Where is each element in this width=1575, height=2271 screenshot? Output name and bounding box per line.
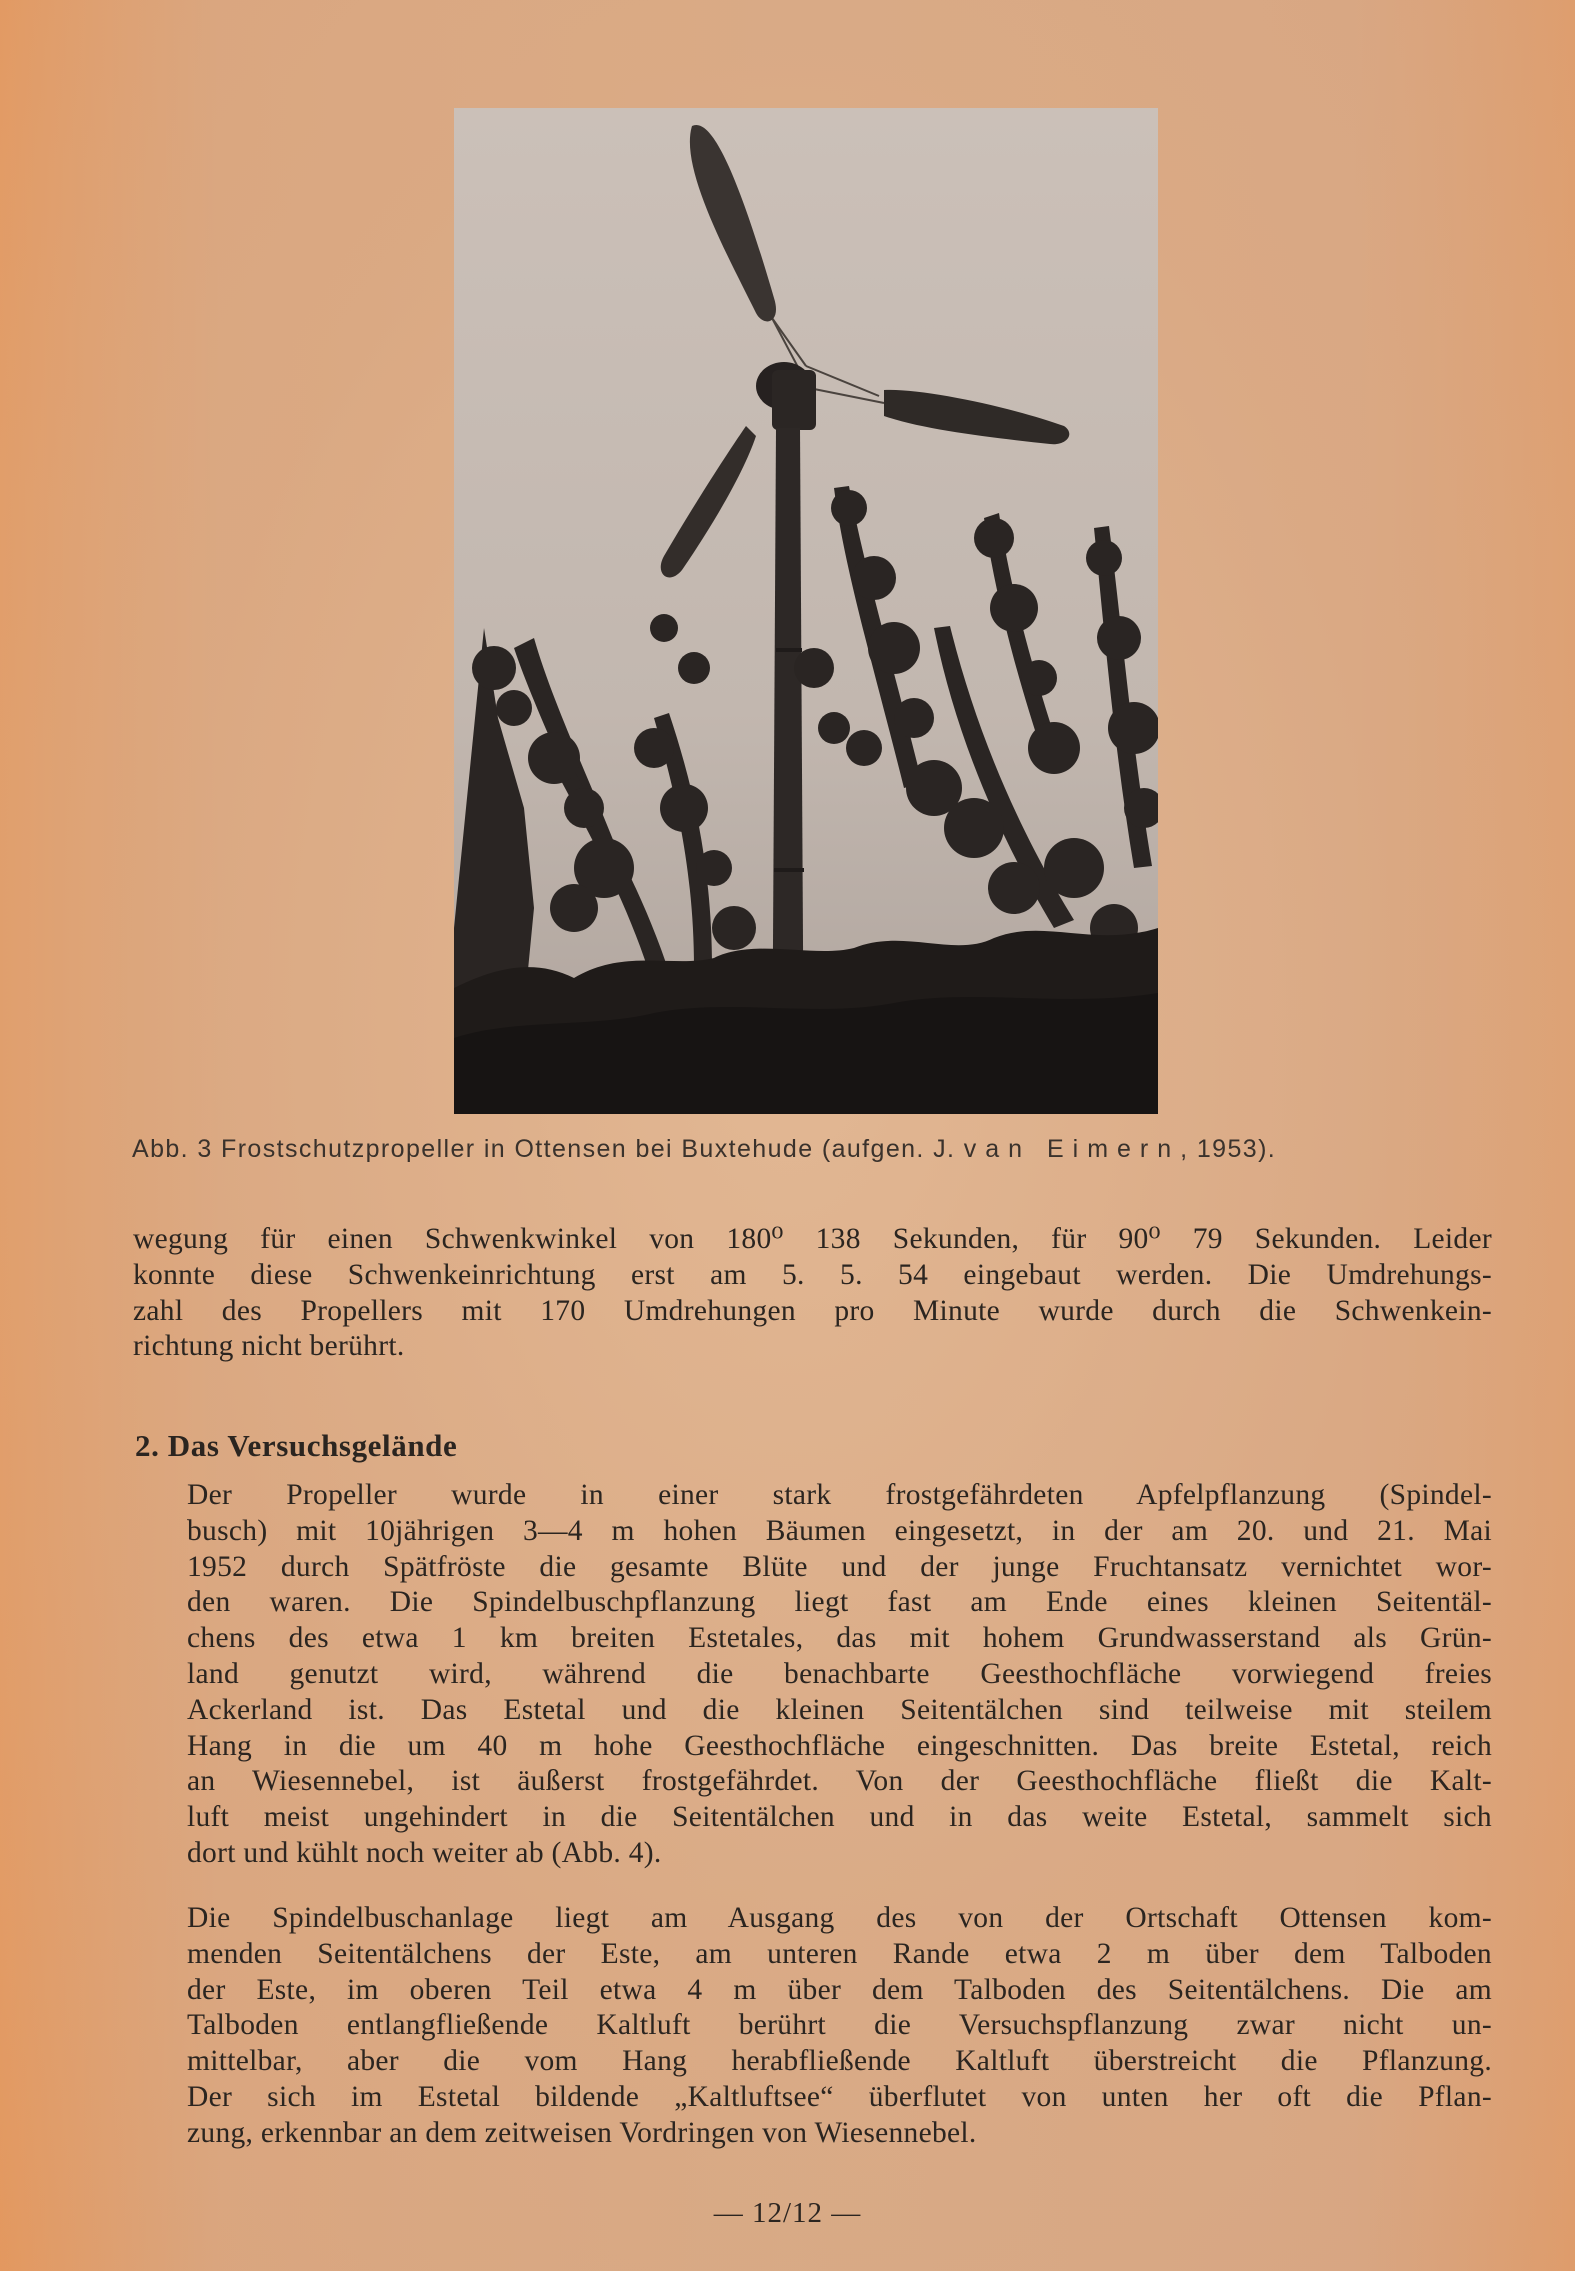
section-paragraph-1	[133, 1478, 1492, 1872]
paragraph-continued	[133, 1222, 1492, 1365]
page-number: — 12/12 —	[713, 2197, 862, 2229]
text-line: menden Seitentälchens der Este, am unteren Rande etwa 2 m über dem Talboden	[187, 1937, 1492, 1970]
caption-author: van Eimern	[963, 1135, 1181, 1163]
text-line: busch) mit 10jährigen 3—4 m hohen Bäumen eingesetzt, in der am 20. und 21. Mai	[187, 1514, 1492, 1547]
text-line: Hang in die um 40 m hohe Geesthochfläche eingeschnitten. Das breite Estetal, reich	[187, 1729, 1492, 1762]
section-paragraph-2	[133, 1901, 1492, 2152]
figure-photo-propeller	[454, 108, 1158, 1114]
text-line: richtung nicht berührt.	[133, 1330, 405, 1363]
text-line: 1952 durch Spätfröste die gesamte Blüte und der junge Fruchtansatz vernichtet wor-	[187, 1550, 1492, 1583]
propeller-photo-illustration	[454, 108, 1158, 1114]
text-line: an Wiesennebel, ist äußerst frostgefährdet. Von der Geesthochfläche fließt die Kalt-	[187, 1765, 1492, 1798]
text-line: chens des etwa 1 km breiten Estetales, das mit hohem Grundwasserstand als Grün-	[187, 1622, 1492, 1655]
text-line: Talboden entlangfließende Kaltluft berührt die Versuchspflanzung zwar nicht un-	[187, 2009, 1492, 2042]
text-line: Die Spindelbuschanlage liegt am Ausgang des von der Ortschaft Ottensen kom-	[187, 1902, 1492, 1934]
text-line: Der Propeller wurde in einer stark frostgefährdeten Apfelpflanzung (Spindel-	[187, 1479, 1492, 1511]
figure-caption	[132, 1135, 1472, 1164]
text-line: zung, erkennbar an dem zeitweisen Vordringen von Wiesennebel.	[187, 2116, 977, 2149]
text-line: mittelbar, aber die vom Hang herabfließende Kaltluft überstreicht die Pflanzung.	[187, 2045, 1492, 2078]
text-line: wegung für einen Schwenkwinkel von 180⁰ 138 Sekunden, für 90⁰ 79 Sekunden. Leider	[133, 1223, 1492, 1255]
section-heading: 2. Das Versuchsgelände	[135, 1428, 458, 1463]
text-line: Ackerland ist. Das Estetal und die kleinen Seitentälchen sind teilweise mit steilem	[187, 1693, 1492, 1726]
text-line: luft meist ungehindert in die Seitentälchen und in das weite Estetal, sammelt sich	[187, 1801, 1492, 1834]
text-line: land genutzt wird, während die benachbarte Geesthochfläche vorwiegend freies	[187, 1657, 1492, 1690]
text-line: zahl des Propellers mit 170 Umdrehungen pro Minute wurde durch die Schwenkein-	[133, 1294, 1492, 1327]
text-line: der Este, im oberen Teil etwa 4 m über dem Talboden des Seitentälchens. Die am	[187, 1973, 1492, 2006]
caption-prefix: Abb. 3 Frostschutzpropeller in Ottensen bei Buxtehude (aufgen. J.	[132, 1135, 964, 1163]
text-line: dort und kühlt noch weiter ab (Abb. 4).	[187, 1836, 662, 1869]
caption-suffix: , 1953).	[1180, 1135, 1277, 1163]
text-line: den waren. Die Spindelbuschpflanzung liegt fast am Ende eines kleinen Seitentäl-	[187, 1586, 1492, 1619]
text-line: konnte diese Schwenkeinrichtung erst am 5. 5. 54 eingebaut werden. Die Umdrehungs-	[133, 1258, 1492, 1291]
text-line: Der sich im Estetal bildende „Kaltluftsee“ überflutet von unten her oft die Pflan-	[187, 2080, 1492, 2113]
